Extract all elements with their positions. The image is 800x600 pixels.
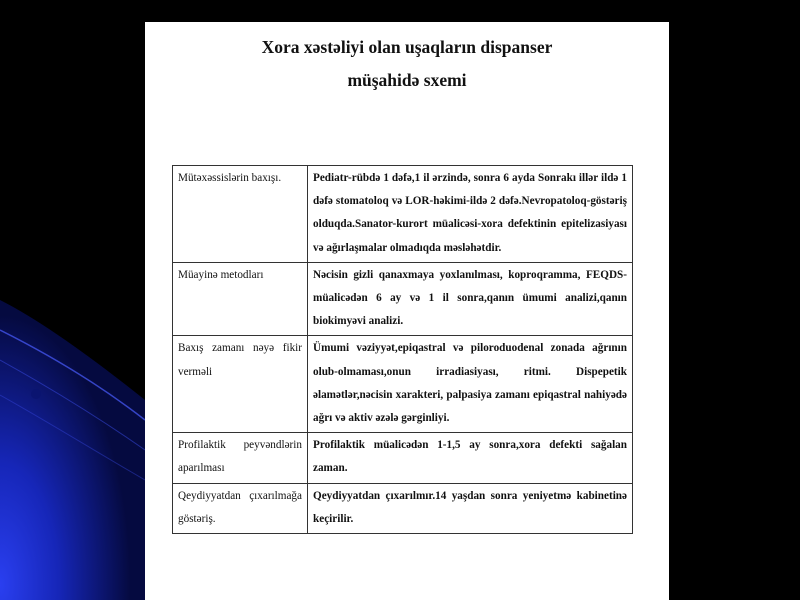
- dot-decoration: [31, 389, 41, 399]
- table-row: [173, 166, 633, 263]
- table-row: [173, 433, 633, 483]
- document-subtitle: müşahidə sxemi: [347, 70, 467, 90]
- row-label: Profilaktik peyvəndlərin aparılması: [173, 433, 308, 483]
- row-label: Qeydiyyatdan çıxarılmağa göstəriş.: [173, 483, 308, 533]
- row-label: Baxış zamanı nəyə fikir verməli: [173, 336, 308, 433]
- row-content: Ümumi vəziyyət,epiqastral və piloroduodenal zonada ağrının olub-olmaması,onun irradiasiyası, ritmi. Dispepetik əlamətlər,nəcisin xarakteri, palpasiya zamanı epiqastral nahiyədə ağrı və aktiv əzələ gərginliyi.: [308, 336, 633, 433]
- row-content: Pediatr-rübdə 1 dəfə,1 il ərzində, sonra 6 ayda Sonrakı illər ildə 1 dəfə stomatoloq və LOR-həkimi-ildə 2 dəfə.Nevropatoloq-göstəriş olduqda.Sanator-kurort müalicəsi-xora defektinin epitelizasiyası və ağırlaşmalar olmadıqda məsləhətdir.: [308, 166, 633, 263]
- row-label: Müayinə metodları: [173, 262, 308, 336]
- row-content: Qeydiyyatdan çıxarılmır.14 yaşdan sonra yeniyetmə kabinetinə keçirilir.: [308, 483, 633, 533]
- dispensary-scheme-table: [172, 165, 633, 534]
- document-title: Xora xəstəliyi olan uşaqların dispanser: [261, 37, 553, 57]
- document-page: [145, 22, 669, 600]
- row-content: Nəcisin gizli qanaxmaya yoxlanılması, koproqramma, FEQDS-müalicədən 6 ay və 1 il sonra,qanın ümumi analizi,qanın biokimyəvi analizi.: [308, 262, 633, 336]
- table-row: [173, 262, 633, 336]
- table-row: [173, 483, 633, 533]
- table-row: [173, 336, 633, 433]
- row-content: Profilaktik müalicədən 1-1,5 ay sonra,xora defekti sağalan zaman.: [308, 433, 633, 483]
- row-label: Mütəxəssislərin baxışı.: [173, 166, 308, 263]
